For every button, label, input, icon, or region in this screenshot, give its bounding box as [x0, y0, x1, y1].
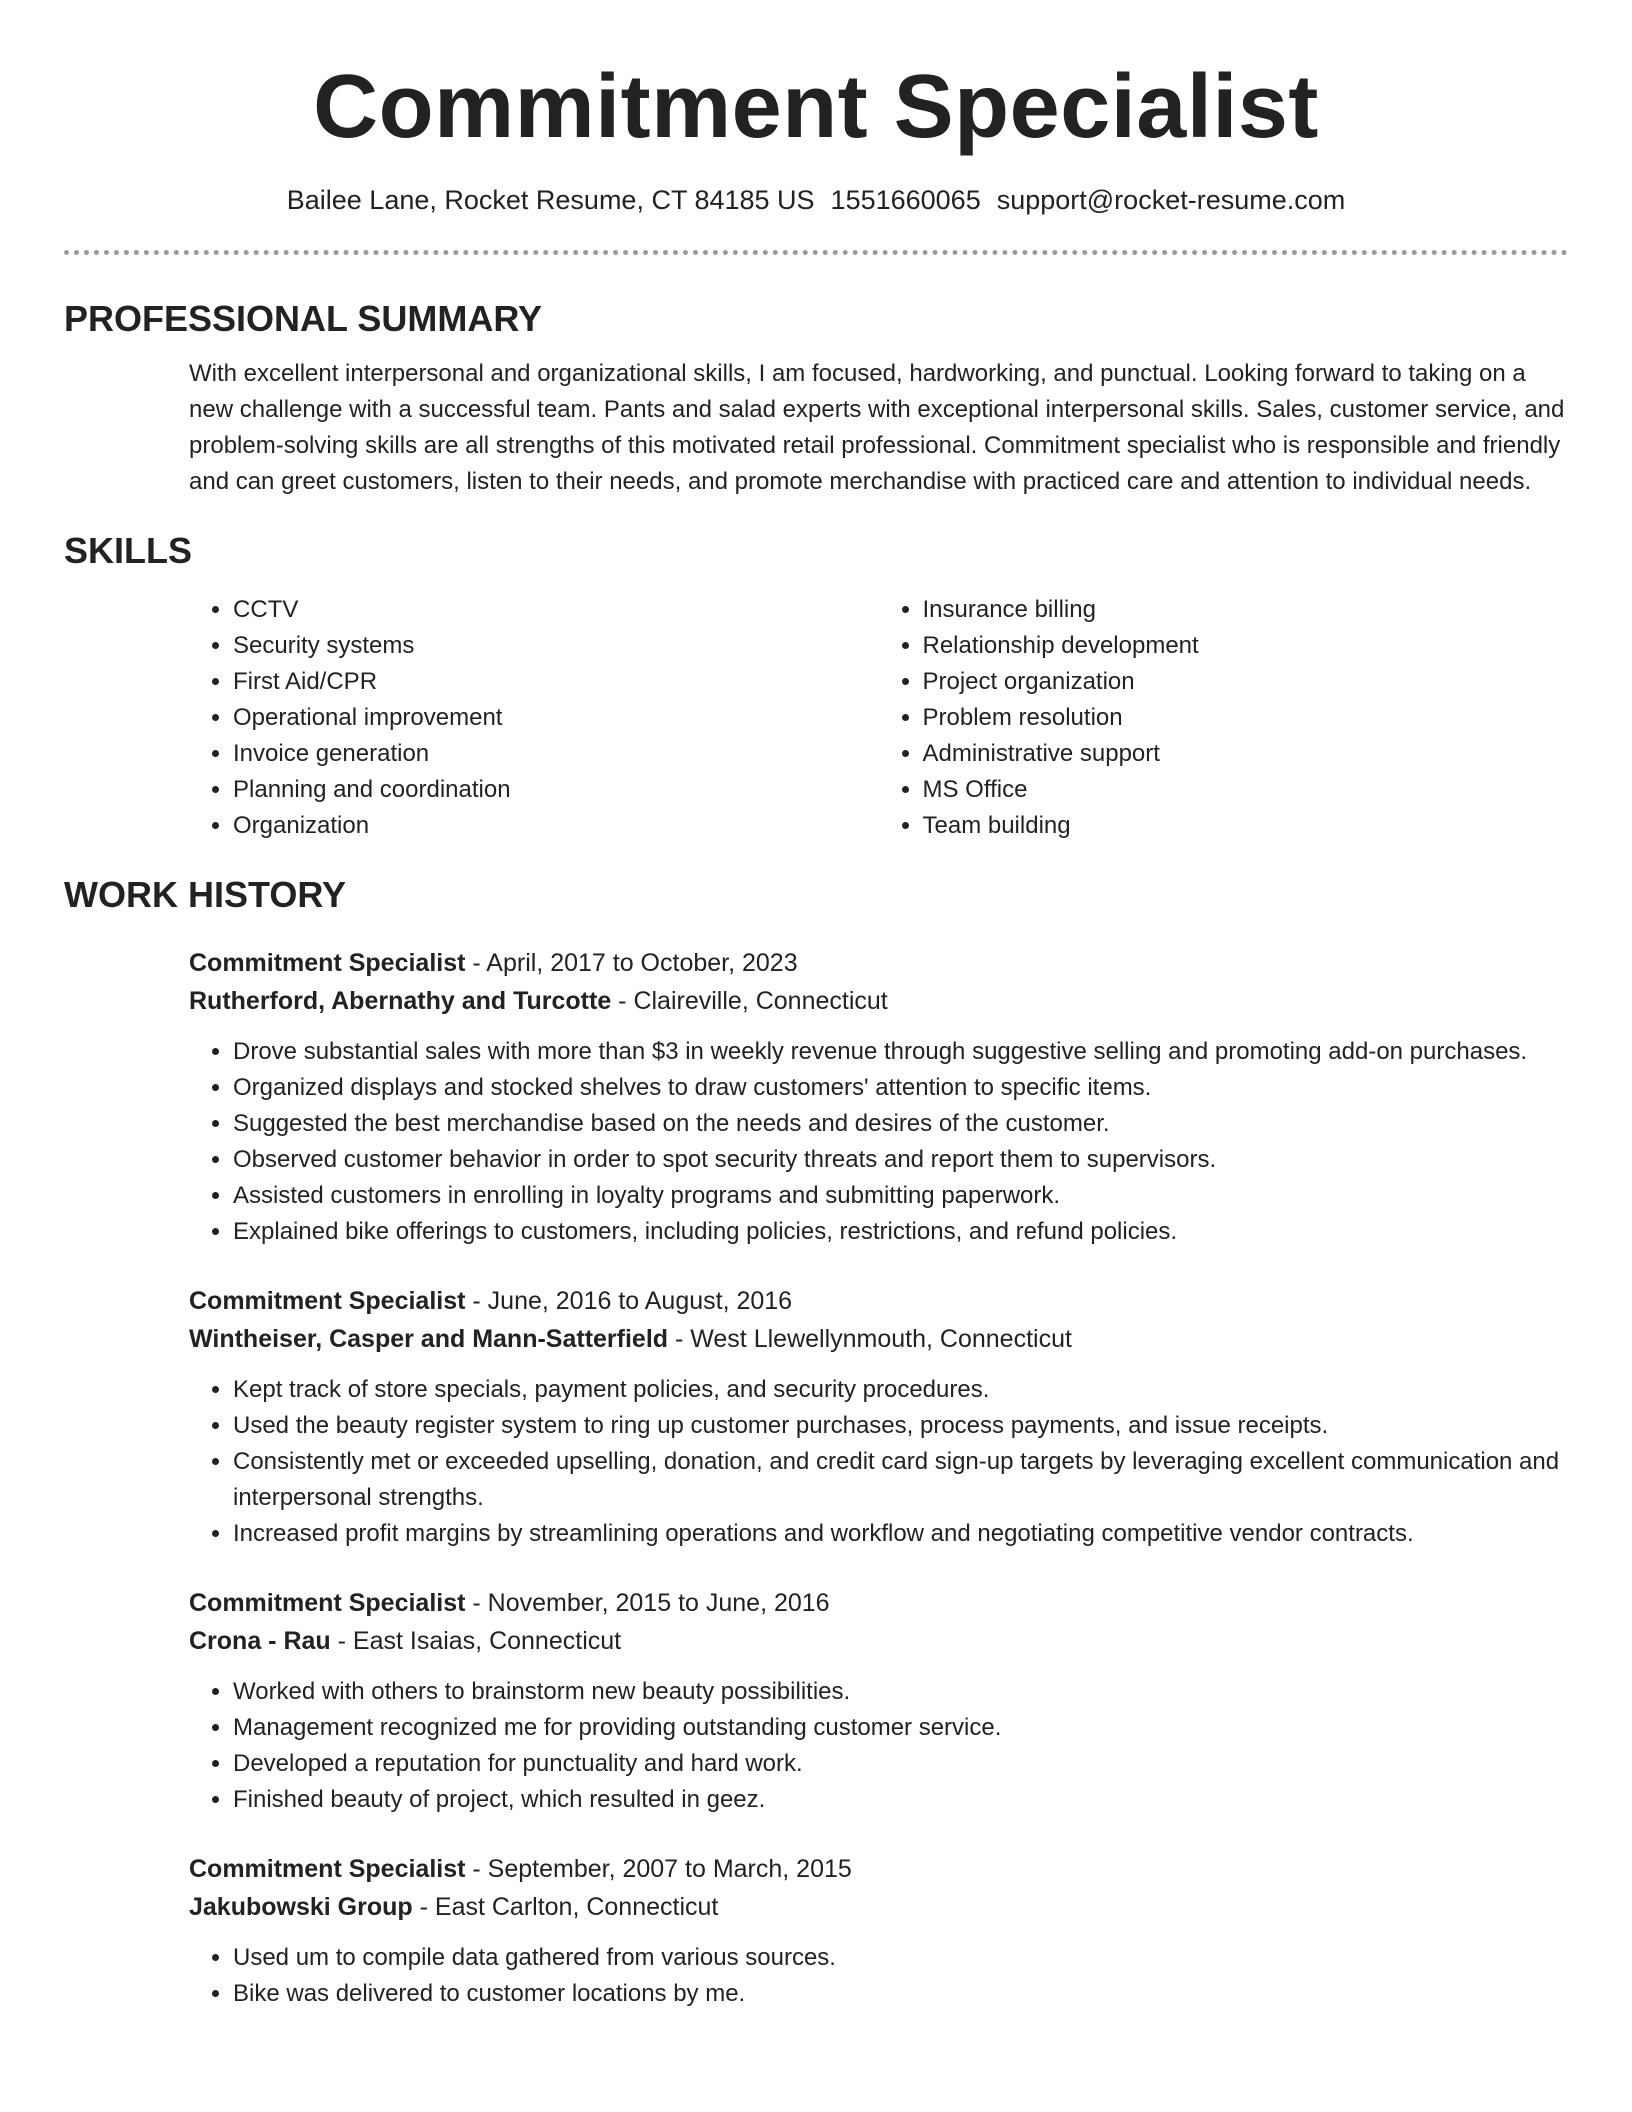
skills-heading: SKILLS: [64, 530, 193, 571]
job-role: Commitment Specialist: [189, 1589, 466, 1617]
job-bullets: [189, 1940, 1568, 2012]
job-entry: [189, 944, 1568, 1250]
skill-item: • MS Office: [923, 772, 1569, 808]
job-company-line: [189, 1320, 1568, 1358]
job-role: Commitment Specialist: [189, 1855, 466, 1883]
job-role: Commitment Specialist: [189, 949, 466, 977]
job-company-line: [189, 982, 1568, 1020]
job-location: - East Isaias, Connecticut: [330, 1627, 622, 1655]
skill-item: • Problem resolution: [923, 700, 1569, 736]
contact-line: [64, 182, 1568, 218]
skill-item: • First Aid/CPR: [233, 664, 879, 700]
job-company-line: [189, 1888, 1568, 1926]
contact-phone: 1551660065: [830, 185, 981, 215]
job-dates: - June, 2016 to August, 2016: [465, 1287, 793, 1315]
skill-item: • Security systems: [233, 628, 879, 664]
job-bullet: • Finished beauty of project, which resulted in geez.: [233, 1782, 1568, 1818]
job-bullet: • Kept track of store specials, payment policies, and security procedures.: [233, 1372, 1568, 1408]
skill-item: • Administrative support: [923, 736, 1569, 772]
job-bullet: • Worked with others to brainstorm new beauty possibilities.: [233, 1674, 1568, 1710]
job-entry: [189, 1850, 1568, 2012]
job-company: Rutherford, Abernathy and Turcotte: [189, 987, 612, 1015]
job-title-line: [189, 944, 1568, 982]
header-divider: [64, 250, 1568, 255]
job-company: Wintheiser, Casper and Mann-Satterfield: [189, 1325, 669, 1353]
job-location: - East Carlton, Connecticut: [412, 1893, 719, 1921]
job-bullet: • Used the beauty register system to ring up customer purchases, process payments, and issue receipts.: [233, 1408, 1568, 1444]
job-dates: - April, 2017 to October, 2023: [465, 949, 798, 977]
job-location: - West Llewellynmouth, Connecticut: [668, 1325, 1072, 1353]
job-company: Jakubowski Group: [189, 1893, 413, 1921]
skill-item: • Invoice generation: [233, 736, 879, 772]
job-bullet: • Increased profit margins by streamlining operations and workflow and negotiating competitive vendor contracts.: [233, 1516, 1568, 1552]
job-bullet: • Developed a reputation for punctuality and hard work.: [233, 1746, 1568, 1782]
job-entry: [189, 1584, 1568, 1818]
skill-item: • Insurance billing: [923, 592, 1569, 628]
job-bullet: • Assisted customers in enrolling in loyalty programs and submitting paperwork.: [233, 1178, 1568, 1214]
job-entry: [189, 1282, 1568, 1552]
job-title-line: [189, 1282, 1568, 1320]
skills-columns: [189, 592, 1568, 844]
job-bullet: • Suggested the best merchandise based on the needs and desires of the customer.: [233, 1106, 1568, 1142]
skills-right-list: [879, 592, 1569, 844]
job-title-line: [189, 1584, 1568, 1622]
skill-item: • Planning and coordination: [233, 772, 879, 808]
job-company: Crona - Rau: [189, 1627, 331, 1655]
job-bullets: [189, 1372, 1568, 1552]
summary-heading: PROFESSIONAL SUMMARY: [64, 298, 543, 339]
skill-item: • Team building: [923, 808, 1569, 844]
job-bullets: [189, 1034, 1568, 1250]
contact-address: Bailee Lane, Rocket Resume, CT 84185 US: [286, 185, 815, 215]
job-bullet: • Used um to compile data gathered from various sources.: [233, 1940, 1568, 1976]
contact-email: support@rocket-resume.com: [996, 185, 1346, 215]
resume-name: Commitment Specialist: [313, 57, 1319, 157]
job-company-line: [189, 1622, 1568, 1660]
job-role: Commitment Specialist: [189, 1287, 466, 1315]
skill-item: • Project organization: [923, 664, 1569, 700]
skill-item: • Operational improvement: [233, 700, 879, 736]
job-bullet: • Organized displays and stocked shelves to draw customers' attention to specific items.: [233, 1070, 1568, 1106]
job-bullets: [189, 1674, 1568, 1818]
job-bullet: • Management recognized me for providing outstanding customer service.: [233, 1710, 1568, 1746]
job-dates: - November, 2015 to June, 2016: [465, 1589, 830, 1617]
job-dates: - September, 2007 to March, 2015: [465, 1855, 852, 1883]
skill-item: • CCTV: [233, 592, 879, 628]
job-bullet: • Observed customer behavior in order to spot security threats and report them to supervisors.: [233, 1142, 1568, 1178]
job-bullet: • Consistently met or exceeded upselling, donation, and credit card sign-up targets by leveraging excellent communication and interpersonal strengths.: [233, 1444, 1568, 1516]
job-bullet: • Bike was delivered to customer locations by me.: [233, 1976, 1568, 2012]
summary-text: With excellent interpersonal and organizational skills, I am focused, hardworking, and punctual. Looking forward to taking on a new challenge with a successful team. Pants and salad experts with exceptional interpersonal skills. Sales, customer service, and problem-solving skills are all strengths of this motivated retail professional. Commitment specialist who is responsible and friendly and can greet customers, listen to their needs, and promote merchandise with practiced care and attention to individual needs.: [189, 360, 1565, 495]
skills-left-list: [189, 592, 879, 844]
job-title-line: [189, 1850, 1568, 1888]
job-bullet: • Drove substantial sales with more than $3 in weekly revenue through suggestive selling and promoting add-on purchases.: [233, 1034, 1568, 1070]
skill-item: • Relationship development: [923, 628, 1569, 664]
job-bullet: • Explained bike offerings to customers, including policies, restrictions, and refund policies.: [233, 1214, 1568, 1250]
job-location: - Claireville, Connecticut: [611, 987, 888, 1015]
skill-item: • Organization: [233, 808, 879, 844]
work-history-heading: WORK HISTORY: [64, 874, 347, 915]
